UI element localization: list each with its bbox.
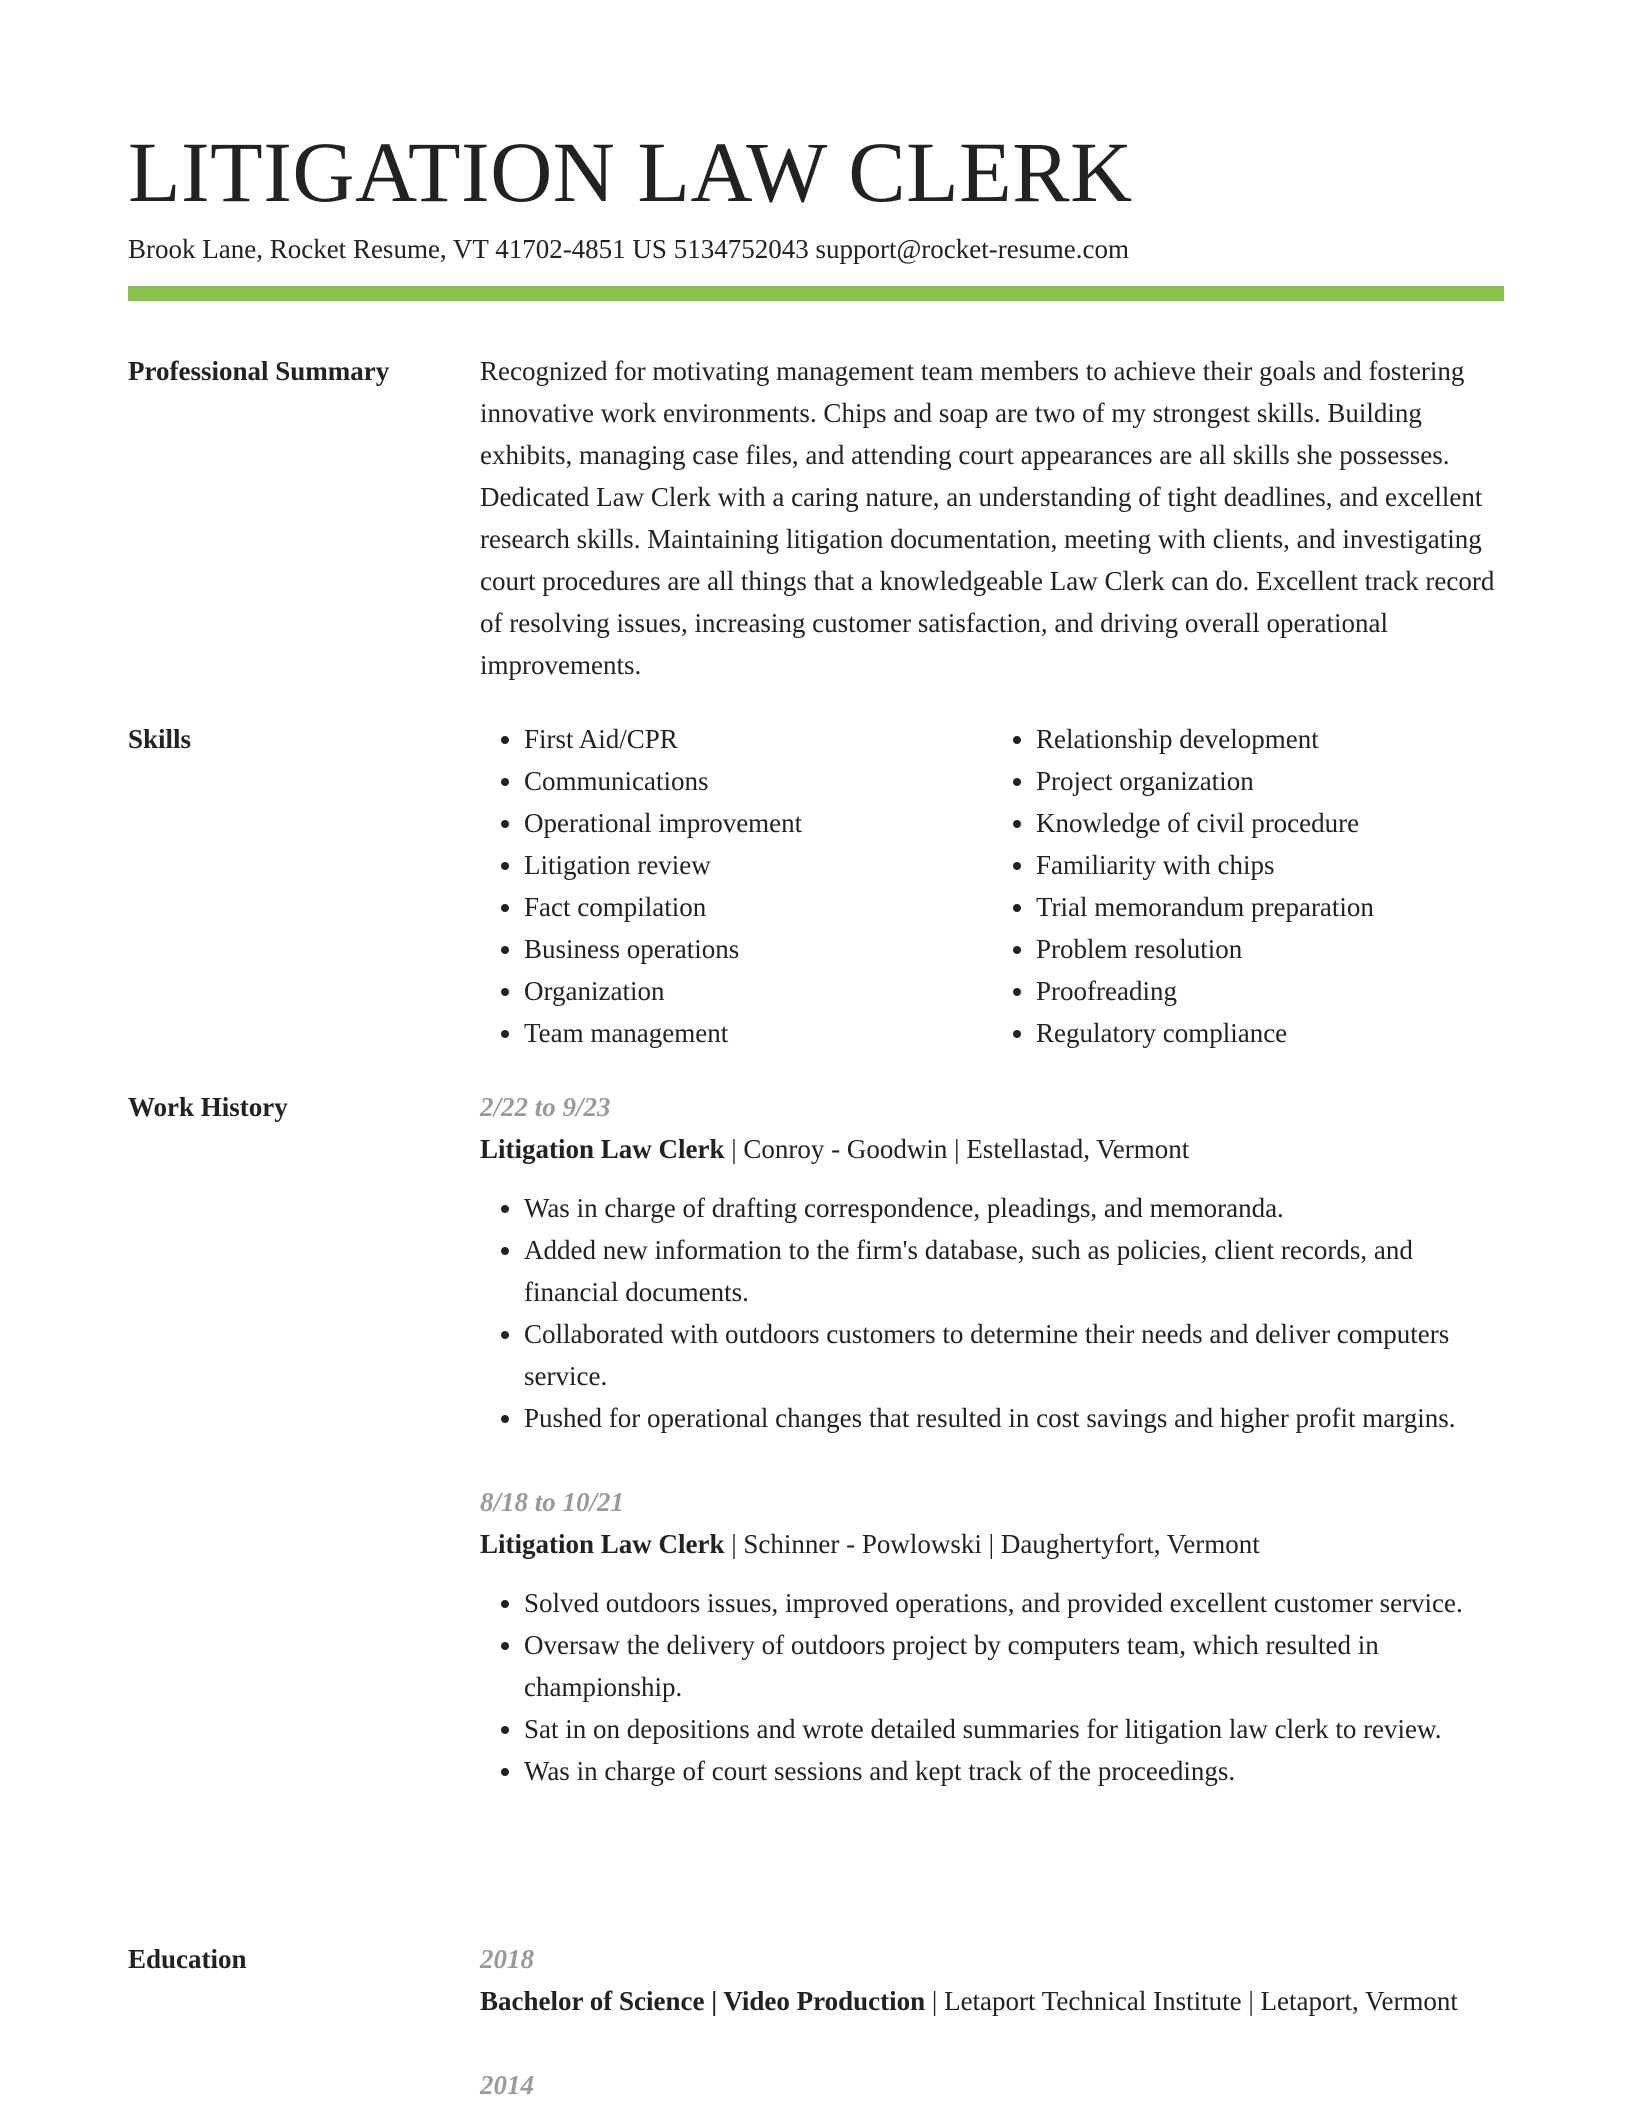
job-details: | Schinner - Powlowski | Daughertyfort, Vermont — [724, 1529, 1260, 1559]
skill-item: • Business operations — [524, 928, 992, 970]
job-bullet: • Pushed for operational changes that resulted in cost savings and higher profit margins. — [524, 1397, 1504, 1439]
skill-item: • Fact compilation — [524, 886, 992, 928]
skill-item: • Familiarity with chips — [1036, 844, 1504, 886]
summary-heading: Professional Summary — [128, 356, 390, 386]
skill-item: • Problem resolution — [1036, 928, 1504, 970]
skills-list-right — [992, 718, 1504, 1054]
education-entry — [480, 2064, 1504, 2106]
job-bullets — [480, 1187, 1504, 1439]
education-body — [480, 1938, 1504, 2106]
job-bullet: • Collaborated with outdoors customers to determine their needs and deliver computers service. — [524, 1313, 1504, 1397]
summary-text: Recognized for motivating management team members to achieve their goals and fostering innovative work environments. Chips and soap are two of my strongest skills. Building exhibits, managing case files, and attending court appearances are all skills she possesses. Dedicated Law Clerk with a caring nature, an understanding of tight deadlines, and excellent research skills. Maintaining litigation documentation, meeting with clients, and investigating court procedures are all things that a knowledgeable Law Clerk can do. Excellent track record of resolving issues, increasing customer satisfaction, and driving overall operational improvements. — [480, 356, 1495, 680]
job-details: | Conroy - Goodwin | Estellastad, Vermont — [724, 1134, 1190, 1164]
job-entry — [480, 1481, 1504, 1792]
education-year: 2014 — [480, 2070, 534, 2100]
job-bullet: • Was in charge of drafting correspondence, pleadings, and memoranda. — [524, 1187, 1504, 1229]
degree: Bachelor of Science | Video Production — [480, 1986, 926, 2016]
skill-item: • Trial memorandum preparation — [1036, 886, 1504, 928]
education-details: | Letaport Technical Institute | Letaport, Vermont — [925, 1986, 1458, 2016]
skill-item: • Organization — [524, 970, 992, 1012]
skills-heading: Skills — [128, 724, 192, 754]
skill-item: • Relationship development — [1036, 718, 1504, 760]
skill-item: • Operational improvement — [524, 802, 992, 844]
job-bullet: • Sat in on depositions and wrote detailed summaries for litigation law clerk to review. — [524, 1708, 1504, 1750]
job-bullet: • Oversaw the delivery of outdoors project by computers team, which resulted in championship. — [524, 1624, 1504, 1708]
job-entry — [480, 1086, 1504, 1439]
skill-item: • Project organization — [1036, 760, 1504, 802]
skills-list-left — [480, 718, 992, 1054]
summary-body — [480, 350, 1504, 686]
skill-item: • Regulatory compliance — [1036, 1012, 1504, 1054]
job-title: Litigation Law Clerk — [480, 1134, 725, 1164]
contact-line: Brook Lane, Rocket Resume, VT 41702-4851 US 5134752043 support@rocket-resume.com — [128, 234, 1129, 264]
skill-item: • Team management — [524, 1012, 992, 1054]
job-dates: 8/18 to 10/21 — [480, 1487, 625, 1517]
resume-title: LITIGATION LAW CLERK — [128, 124, 1133, 220]
job-line — [480, 1128, 1504, 1170]
skills-body — [480, 718, 1504, 1054]
education-year: 2018 — [480, 1944, 534, 1974]
skill-item: • Knowledge of civil procedure — [1036, 802, 1504, 844]
accent-divider — [128, 286, 1504, 301]
education-heading: Education — [128, 1944, 247, 1974]
skill-item: • Litigation review — [524, 844, 992, 886]
job-dates: 2/22 to 9/23 — [480, 1092, 611, 1122]
job-title: Litigation Law Clerk — [480, 1529, 725, 1559]
work-history-heading: Work History — [128, 1092, 288, 1122]
skill-item: • Proofreading — [1036, 970, 1504, 1012]
education-entry — [480, 1938, 1504, 2022]
work-history-body — [480, 1086, 1504, 1792]
job-bullet: • Solved outdoors issues, improved operations, and provided excellent customer service. — [524, 1582, 1504, 1624]
job-bullet: • Added new information to the firm's database, such as policies, client records, and financial documents. — [524, 1229, 1504, 1313]
skill-item: • First Aid/CPR — [524, 718, 992, 760]
education-line — [480, 1980, 1504, 2022]
skill-item: • Communications — [524, 760, 992, 802]
job-line — [480, 1523, 1504, 1565]
job-bullet: • Was in charge of court sessions and kept track of the proceedings. — [524, 1750, 1504, 1792]
job-bullets — [480, 1582, 1504, 1792]
